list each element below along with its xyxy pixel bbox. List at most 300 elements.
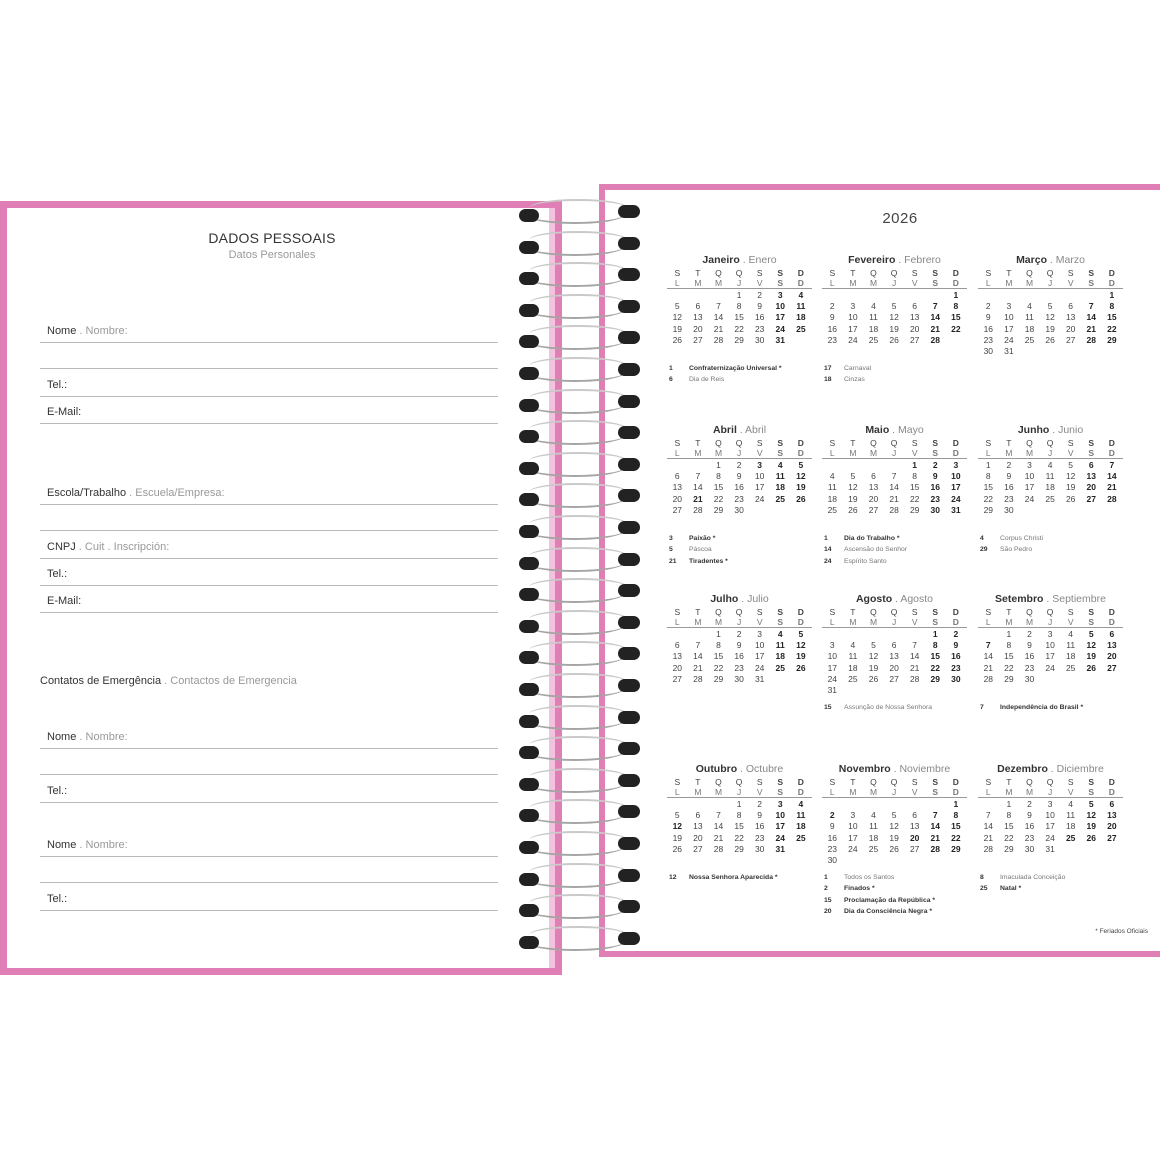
emergency-extra-line-1[interactable] [40,774,498,775]
weekday-header-pt [667,438,812,448]
day-cell: 3 [757,460,763,470]
day-cell: 14 [713,312,724,323]
day-cell: 15 [734,312,744,323]
weekday-label: T [850,438,856,448]
hole-right [618,237,640,250]
day-cell: 21 [713,323,724,334]
school-label: Escola/Trabalho [47,487,127,499]
day-cell: 2 [932,460,938,470]
day-cell: 4 [1047,460,1053,470]
day-grid [978,629,1123,685]
day-cell: 13 [672,651,683,662]
weekday-label: D [797,777,804,787]
day-cell: 24 [1024,493,1035,504]
weekday-header-es [667,448,812,459]
day-cell: 22 [951,832,961,843]
month-name-es: . Agosto [892,593,934,605]
day-cell: 14 [983,821,994,832]
day-cell: 25 [848,673,858,684]
weekday-label: S [1088,438,1095,448]
weekday-label: S [777,278,784,288]
name-label-es: . Nombre: [76,325,128,337]
emergency-tel-label-1: Tel.: [47,785,68,797]
day-cell: 6 [1109,629,1115,639]
day-cell: 29 [1004,673,1014,684]
empty-cell [978,629,999,640]
day-cell: 27 [1107,662,1117,673]
day-cell: 19 [672,832,683,843]
day-cell: 21 [983,832,994,843]
day-cell: 6 [695,301,701,312]
day-cell: 10 [1024,471,1035,482]
day-cell: 18 [796,312,806,323]
holiday-day: 1 [824,535,828,543]
weekday-label: M [694,278,702,288]
spiral-ring-icon [515,424,645,448]
page-subtitle: Datos Personales [228,249,316,261]
weekday-label: M [869,787,878,797]
day-cell: 9 [1027,640,1032,651]
weekday-label: Q [735,777,743,787]
month-title [822,254,967,266]
day-cell: 15 [713,482,724,493]
day-cell: 28 [1086,334,1096,345]
day-cell: 7 [932,301,938,312]
wire-front [529,736,627,754]
holiday-name: Natal * [1000,885,1022,893]
emergency-extra-line-2[interactable] [40,882,498,883]
day-cell: 2 [736,629,742,639]
weekday-label: D [797,278,804,288]
day-cell: 12 [889,821,899,832]
day-cell: 25 [796,832,806,843]
day-cell: 10 [775,810,785,821]
day-cell: 24 [848,334,858,345]
weekday-header-es [978,448,1123,459]
day-cell: 28 [909,673,920,684]
name-field[interactable] [40,320,498,343]
day-cell: 12 [672,821,683,832]
empty-cell [884,799,905,810]
wire-front [529,357,627,375]
emergency-name-label-es-2: . Nombre: [76,839,128,851]
weekday-label: S [1067,268,1074,278]
day-cell: 20 [693,832,703,843]
holiday-list [667,533,812,567]
day-cell: 30 [983,346,994,357]
month-name-es: . Abril [736,424,767,436]
day-cell: 18 [1065,651,1076,662]
day-cell: 5 [1047,301,1053,312]
wire-front [529,483,627,501]
day-cell: 14 [983,651,994,662]
day-cell: 4 [1068,629,1074,639]
day-cell: 24 [1045,662,1055,673]
holiday-name: Independência do Brasil * [1000,704,1084,712]
day-cell: 9 [1006,471,1012,482]
day-cell: 16 [734,651,744,662]
holiday-item [822,906,967,917]
month-title [667,763,812,775]
wire-front [529,547,627,565]
emergency-tel-label-2: Tel.: [47,893,68,905]
day-cell: 6 [695,810,701,821]
holiday-day: 4 [980,535,984,543]
day-cell: 20 [889,662,899,673]
holiday-day: 21 [669,557,677,565]
weekday-label: J [891,787,897,797]
empty-cell [904,290,925,301]
day-cell: 14 [693,482,703,493]
hole-right [618,300,640,313]
day-cell: 22 [909,493,920,504]
day-cell: 21 [983,662,994,673]
day-cell: 30 [930,504,940,515]
holiday-name: Páscoa [689,546,712,554]
weekday-label: Q [1046,607,1054,617]
day-cell: 23 [734,662,744,673]
weekday-label: V [1067,617,1074,627]
day-cell: 28 [983,673,994,684]
holiday-name: Proclamação da República * [844,896,936,904]
weekday-label: D [952,617,959,627]
weekday-label: J [736,787,742,797]
day-cell: 25 [1065,662,1076,673]
spiral-ring-icon [515,519,645,543]
hole-right [618,553,640,566]
day-cell: 9 [829,312,835,323]
month-name-es: . Diciembre [1047,763,1104,775]
day-cell: 4 [777,460,783,470]
hole-right [618,584,640,597]
weekday-label: S [1088,787,1095,797]
day-cell: 24 [1045,832,1055,843]
emergency-tel-field-1[interactable] [40,780,498,803]
weekday-header-es [667,617,812,628]
weekday-label: L [985,617,991,627]
day-cell: 3 [777,799,783,809]
weekday-label: Q [870,268,877,278]
cnpj-field[interactable] [40,536,498,559]
weekday-label: L [829,617,835,627]
day-cell: 31 [1004,346,1014,357]
day-cell: 11 [1025,312,1034,323]
day-cell: 31 [951,504,961,515]
day-cell: 6 [891,640,897,651]
day-cell: 30 [1024,673,1035,684]
weekday-label: Q [1046,438,1054,448]
day-grid [822,629,967,696]
day-cell: 22 [734,323,744,334]
weekday-label: Q [735,438,743,448]
name-extra-line[interactable] [40,368,498,369]
day-cell: 17 [1045,651,1055,662]
weekday-label: V [756,787,763,797]
month-title [822,763,967,775]
day-cell: 29 [713,673,724,684]
month-julho [667,593,812,685]
email-field[interactable] [40,401,498,424]
weekday-label: D [1108,448,1115,458]
empty-cell [843,629,864,640]
school-extra-line[interactable] [40,530,498,531]
wire-front [529,863,627,881]
weekday-label: S [777,438,784,448]
holiday-day: 8 [980,874,984,882]
day-cell: 31 [1045,843,1055,854]
day-cell: 26 [889,334,899,345]
day-cell: 2 [829,810,835,821]
emergency-name-field-2[interactable] [40,834,498,857]
holiday-name: Paixão * [689,535,716,543]
weekday-label: D [1108,607,1115,617]
holiday-item [822,533,967,544]
weekday-label: S [777,268,784,278]
day-cell: 23 [930,493,940,504]
day-grid [822,799,967,866]
hole-right [618,426,640,439]
weekday-label: Q [870,777,877,787]
hole-right [618,837,640,850]
holiday-day: 24 [824,557,832,565]
day-cell: 10 [754,640,765,651]
day-cell: 26 [1065,493,1076,504]
empty-cell [708,799,729,810]
empty-cell [843,799,864,810]
day-cell: 26 [796,662,806,673]
day-cell: 30 [1024,843,1035,854]
calendar-year: 2026 [882,210,918,227]
weekday-label: M [1025,787,1034,797]
day-cell: 18 [775,651,785,662]
day-cell: 3 [1006,301,1012,312]
day-cell: 13 [693,312,703,323]
day-cell: 28 [713,843,724,854]
holiday-list [978,533,1123,555]
empty-cell [843,290,864,301]
day-cell: 21 [713,832,724,843]
day-cell: 29 [1004,843,1014,854]
hole-right [618,647,640,660]
day-cell: 31 [827,685,838,696]
day-cell: 18 [827,493,838,504]
weekday-label: J [1047,787,1053,797]
day-cell: 18 [848,662,858,673]
weekday-label: V [756,278,763,288]
day-cell: 22 [930,662,940,673]
weekday-label: Q [890,438,898,448]
day-cell: 12 [889,312,899,323]
day-cell: 3 [777,290,783,300]
holiday-item [667,556,812,567]
day-cell: 7 [1088,301,1094,312]
day-cell: 1 [912,460,918,470]
weekday-label: T [695,268,701,278]
day-cell: 18 [796,821,806,832]
weekday-label: Q [870,607,877,617]
weekday-label: D [1108,777,1115,787]
holiday-item [667,533,812,544]
day-cell: 26 [889,843,899,854]
day-grid [667,290,812,346]
weekday-header-pt [978,607,1123,617]
day-cell: 23 [734,493,744,504]
spiral-ring-icon [515,361,645,385]
day-cell: 25 [827,504,838,515]
day-cell: 6 [674,640,680,651]
weekday-label: M [1025,617,1034,627]
day-cell: 29 [713,504,724,515]
day-cell: 27 [672,673,683,684]
day-cell: 12 [672,312,683,323]
holiday-list [978,702,1123,713]
weekday-label: J [891,617,897,627]
hole-right [618,679,640,692]
weekday-label: D [1108,278,1115,288]
wire-front [529,705,627,723]
spiral-ring-icon [515,740,645,764]
month-outubro [667,763,812,883]
hole-right [618,331,640,344]
school-work-field[interactable] [40,482,498,505]
day-cell: 7 [891,471,897,482]
holiday-name: Nossa Senhora Aparecida * [689,874,778,882]
spiral-ring-icon [515,709,645,733]
holiday-name: Finados * [844,885,875,893]
weekday-header-pt [822,607,967,617]
day-cell: 12 [1086,640,1096,651]
weekday-label: J [736,617,742,627]
month-name-pt: Março [1016,254,1047,266]
weekday-label: S [756,607,763,617]
wire-front [529,799,627,817]
hole-right [618,268,640,281]
weekday-label: M [849,787,857,797]
day-cell: 4 [1068,799,1074,809]
wire-front [529,894,627,912]
wire-front [529,831,627,849]
hole-right [618,489,640,502]
day-cell: 24 [775,832,785,843]
holiday-item [667,544,812,555]
holiday-item [667,363,812,374]
weekday-label: L [985,278,991,288]
day-cell: 25 [868,334,879,345]
wire-front [529,768,627,786]
day-cell: 8 [1006,640,1012,651]
emergency-tel-field-2[interactable] [40,888,498,911]
weekday-label: S [1088,617,1095,627]
day-cell: 15 [713,651,724,662]
weekday-label: S [1088,268,1095,278]
day-cell: 7 [985,640,991,651]
holiday-day: 3 [669,535,673,543]
day-cell: 22 [1004,662,1014,673]
day-cell: 1 [953,799,959,809]
weekday-label: S [1088,448,1095,458]
weekday-label: V [911,787,918,797]
holiday-name: Dia de Reis [689,376,725,384]
empty-cell [863,290,884,301]
weekday-header-es [822,448,967,459]
empty-cell [925,290,946,301]
month-name-es: . Julio [738,593,769,605]
day-cell: 15 [1004,651,1014,662]
weekday-label: T [695,777,701,787]
holiday-name: Confraternização Universal * [689,365,782,373]
weekday-label: S [911,777,918,787]
month-agosto [822,593,967,713]
empty-cell [822,629,843,640]
work-tel-field[interactable] [40,563,498,586]
weekday-label: M [714,278,723,288]
holiday-name: Dia da Consciência Negra * [844,907,933,915]
weekday-label: S [1067,607,1074,617]
day-cell: 14 [1086,312,1096,323]
day-cell: 4 [871,301,876,312]
holiday-item [822,895,967,906]
empty-cell [999,290,1020,301]
day-cell: 7 [985,810,991,821]
work-email-field[interactable] [40,590,498,613]
empty-cell [843,460,864,471]
day-cell: 8 [953,810,959,821]
empty-cell [884,460,905,471]
day-cell: 19 [889,832,899,843]
weekday-header-es [667,278,812,289]
day-cell: 5 [798,629,804,639]
weekday-label: S [985,268,992,278]
weekday-label: Q [890,607,898,617]
day-cell: 9 [932,471,938,482]
day-cell: 8 [736,301,742,312]
calendar-page [599,184,1160,957]
day-cell: 8 [716,640,721,651]
day-cell: 2 [1027,799,1032,809]
weekday-label: M [694,448,702,458]
weekday-label: Q [1026,268,1033,278]
empty-cell [925,799,946,810]
day-cell: 23 [1024,662,1035,673]
holiday-day: 5 [669,546,673,554]
tel-field[interactable] [40,374,498,397]
day-cell: 1 [1109,290,1115,300]
holiday-item [822,556,967,567]
holiday-day: 1 [669,365,673,373]
day-cell: 21 [1107,482,1117,493]
name-label: Nome [47,325,77,337]
day-cell: 19 [868,662,879,673]
emergency-name-field-1[interactable] [40,726,498,749]
day-grid [978,460,1123,516]
month-title [667,254,812,266]
weekday-label: S [985,777,992,787]
weekday-label: S [1067,438,1074,448]
spiral-ring-icon [515,551,645,575]
day-cell: 5 [674,301,680,312]
wire-front [529,231,627,249]
spiral-ring-icon [515,803,645,827]
footnote: * Feriados Oficiais [1095,928,1148,935]
day-cell: 25 [1024,334,1035,345]
holiday-name: Imaculada Conceição [1000,874,1066,882]
holiday-day: 18 [824,376,832,384]
day-cell: 20 [909,323,920,334]
month-novembro [822,763,967,917]
weekday-label: D [952,278,959,288]
day-cell: 12 [1086,810,1096,821]
day-cell: 17 [848,323,858,334]
